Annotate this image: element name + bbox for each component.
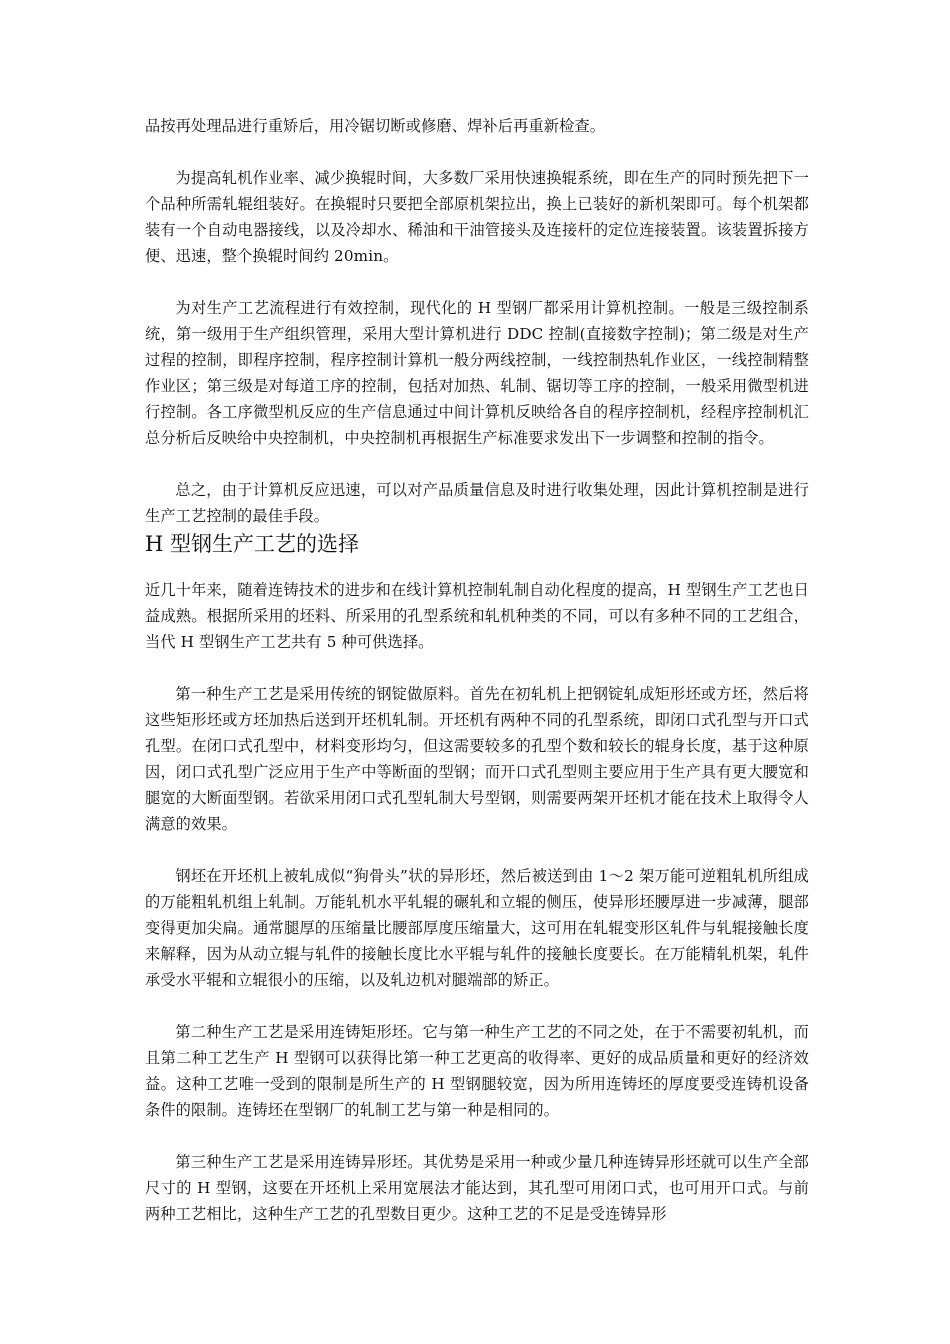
paragraph-summary: 总之，由于计算机反应迅速，可以对产品质量信息及时进行收集处理，因此计算机控制是进行生产工艺控制的最佳手段。 <box>145 481 809 525</box>
paragraph-roll-change: 为提高轧机作业率、减少换辊时间，大多数厂采用快速换辊系统，即在生产的同时预先把下一个品种所需轧辊组装好。在换辊时只要把全部原机架拉出，换上已装好的新机架即可。每个机架都装有一个自动电器接线，以及冷却水、稀油和干油管接头及连接杆的定位连接装置。该装置拆接方便、迅速，整个换辊时间约 20min。 <box>145 169 809 265</box>
paragraph-computer-control: 为对生产工艺流程进行有效控制，现代化的 H 型钢厂都采用计算机控制。一般是三级控制系统，第一级用于生产组织管理，采用大型计算机进行 DDC 控制(直接数字控制)；第二级是对生产过程的控制，即程序控制，程序控制计算机一般分两线控制，一线控制热轧作业区，一线控制精整作业区；第三级是对每道工序的控制，包括对加热、轧制、锯切等工序的控制，一般采用微型机进行控制。各工序微型机反应的生产信息通过中间计算机反映给各自的程序控制机，经程序控制机汇总分析后反映给中央控制机，中央控制机再根据生产标准要求发出下一步调整和控制的指令。 <box>145 299 809 447</box>
paragraph-intro: 近几十年来，随着连铸技术的进步和在线计算机控制轧制自动化程度的提高，H 型钢生产工艺也日益成熟。根据所采用的坯料、所采用的孔型系统和轧机种类的不同，可以有多种不同的工艺组合，当代 H 型钢生产工艺共有 5 种可供选择。 <box>145 581 809 651</box>
document-body <box>145 113 809 1227</box>
paragraph-process-2: 第二种生产工艺是采用连铸矩形坯。它与第一种生产工艺的不同之处，在于不需要初轧机，而且第二种工艺生产 H 型钢可以获得比第一种工艺更高的收得率、更好的成品质量和更好的经济效益。这种工艺唯一受到的限制是所生产的 H 型钢腿较宽，因为所用连铸坯的厚度要受连铸机设备条件的限制。连铸坯在型钢厂的轧制工艺与第一种是相同的。 <box>145 1023 809 1119</box>
paragraph-dogbone-rolling: 钢坯在开坯机上被轧成似“狗骨头”状的异形坯，然后被送到由 1～2 架万能可逆粗轧机所组成的万能粗轧机组上轧制。万能轧机水平轧辊的碾轧和立辊的侧压，使异形坯腰厚进一步减薄，腿部变得更加尖扁。通常腿厚的压缩量比腰部厚度压缩量大，这可用在轧辊变形区轧件与轧辊接触长度来解释，因为从动立辊与轧件的接触长度比水平辊与轧件的接触长度要长。在万能精轧机架，轧件承受水平辊和立辊很小的压缩，以及轧边机对腿端部的矫正。 <box>145 867 809 989</box>
section-heading: H 型钢生产工艺的选择 <box>145 532 359 556</box>
paragraph-process-1: 第一种生产工艺是采用传统的钢锭做原料。首先在初轧机上把钢锭轧成矩形坯或方坯，然后将这些矩形坯或方坯加热后送到开坯机轧制。开坯机有两种不同的孔型系统，即闭口式孔型与开口式孔型。在闭口式孔型中，材料变形均匀，但这需要较多的孔型个数和较长的辊身长度，基于这种原因，闭口式孔型广泛应用于生产中等断面的型钢；而开口式孔型则主要应用于生产具有更大腰宽和腿宽的大断面型钢。若欲采用闭口式孔型轧制大号型钢，则需要两架开坯机才能在技术上取得令人满意的效果。 <box>145 685 809 833</box>
paragraph-continuation: 品按再处理品进行重矫后，用冷锯切断或修磨、焊补后再重新检查。 <box>145 117 606 135</box>
paragraph-process-3: 第三种生产工艺是采用连铸异形坯。其优势是采用一种或少量几种连铸异形坯就可以生产全部尺寸的 H 型钢，这要在开坯机上采用宽展法才能达到，其孔型可用闭口式，也可用开口式。与前两种工艺相比，这种生产工艺的孔型数目更少。这种工艺的不足是受连铸异形 <box>145 1153 809 1223</box>
